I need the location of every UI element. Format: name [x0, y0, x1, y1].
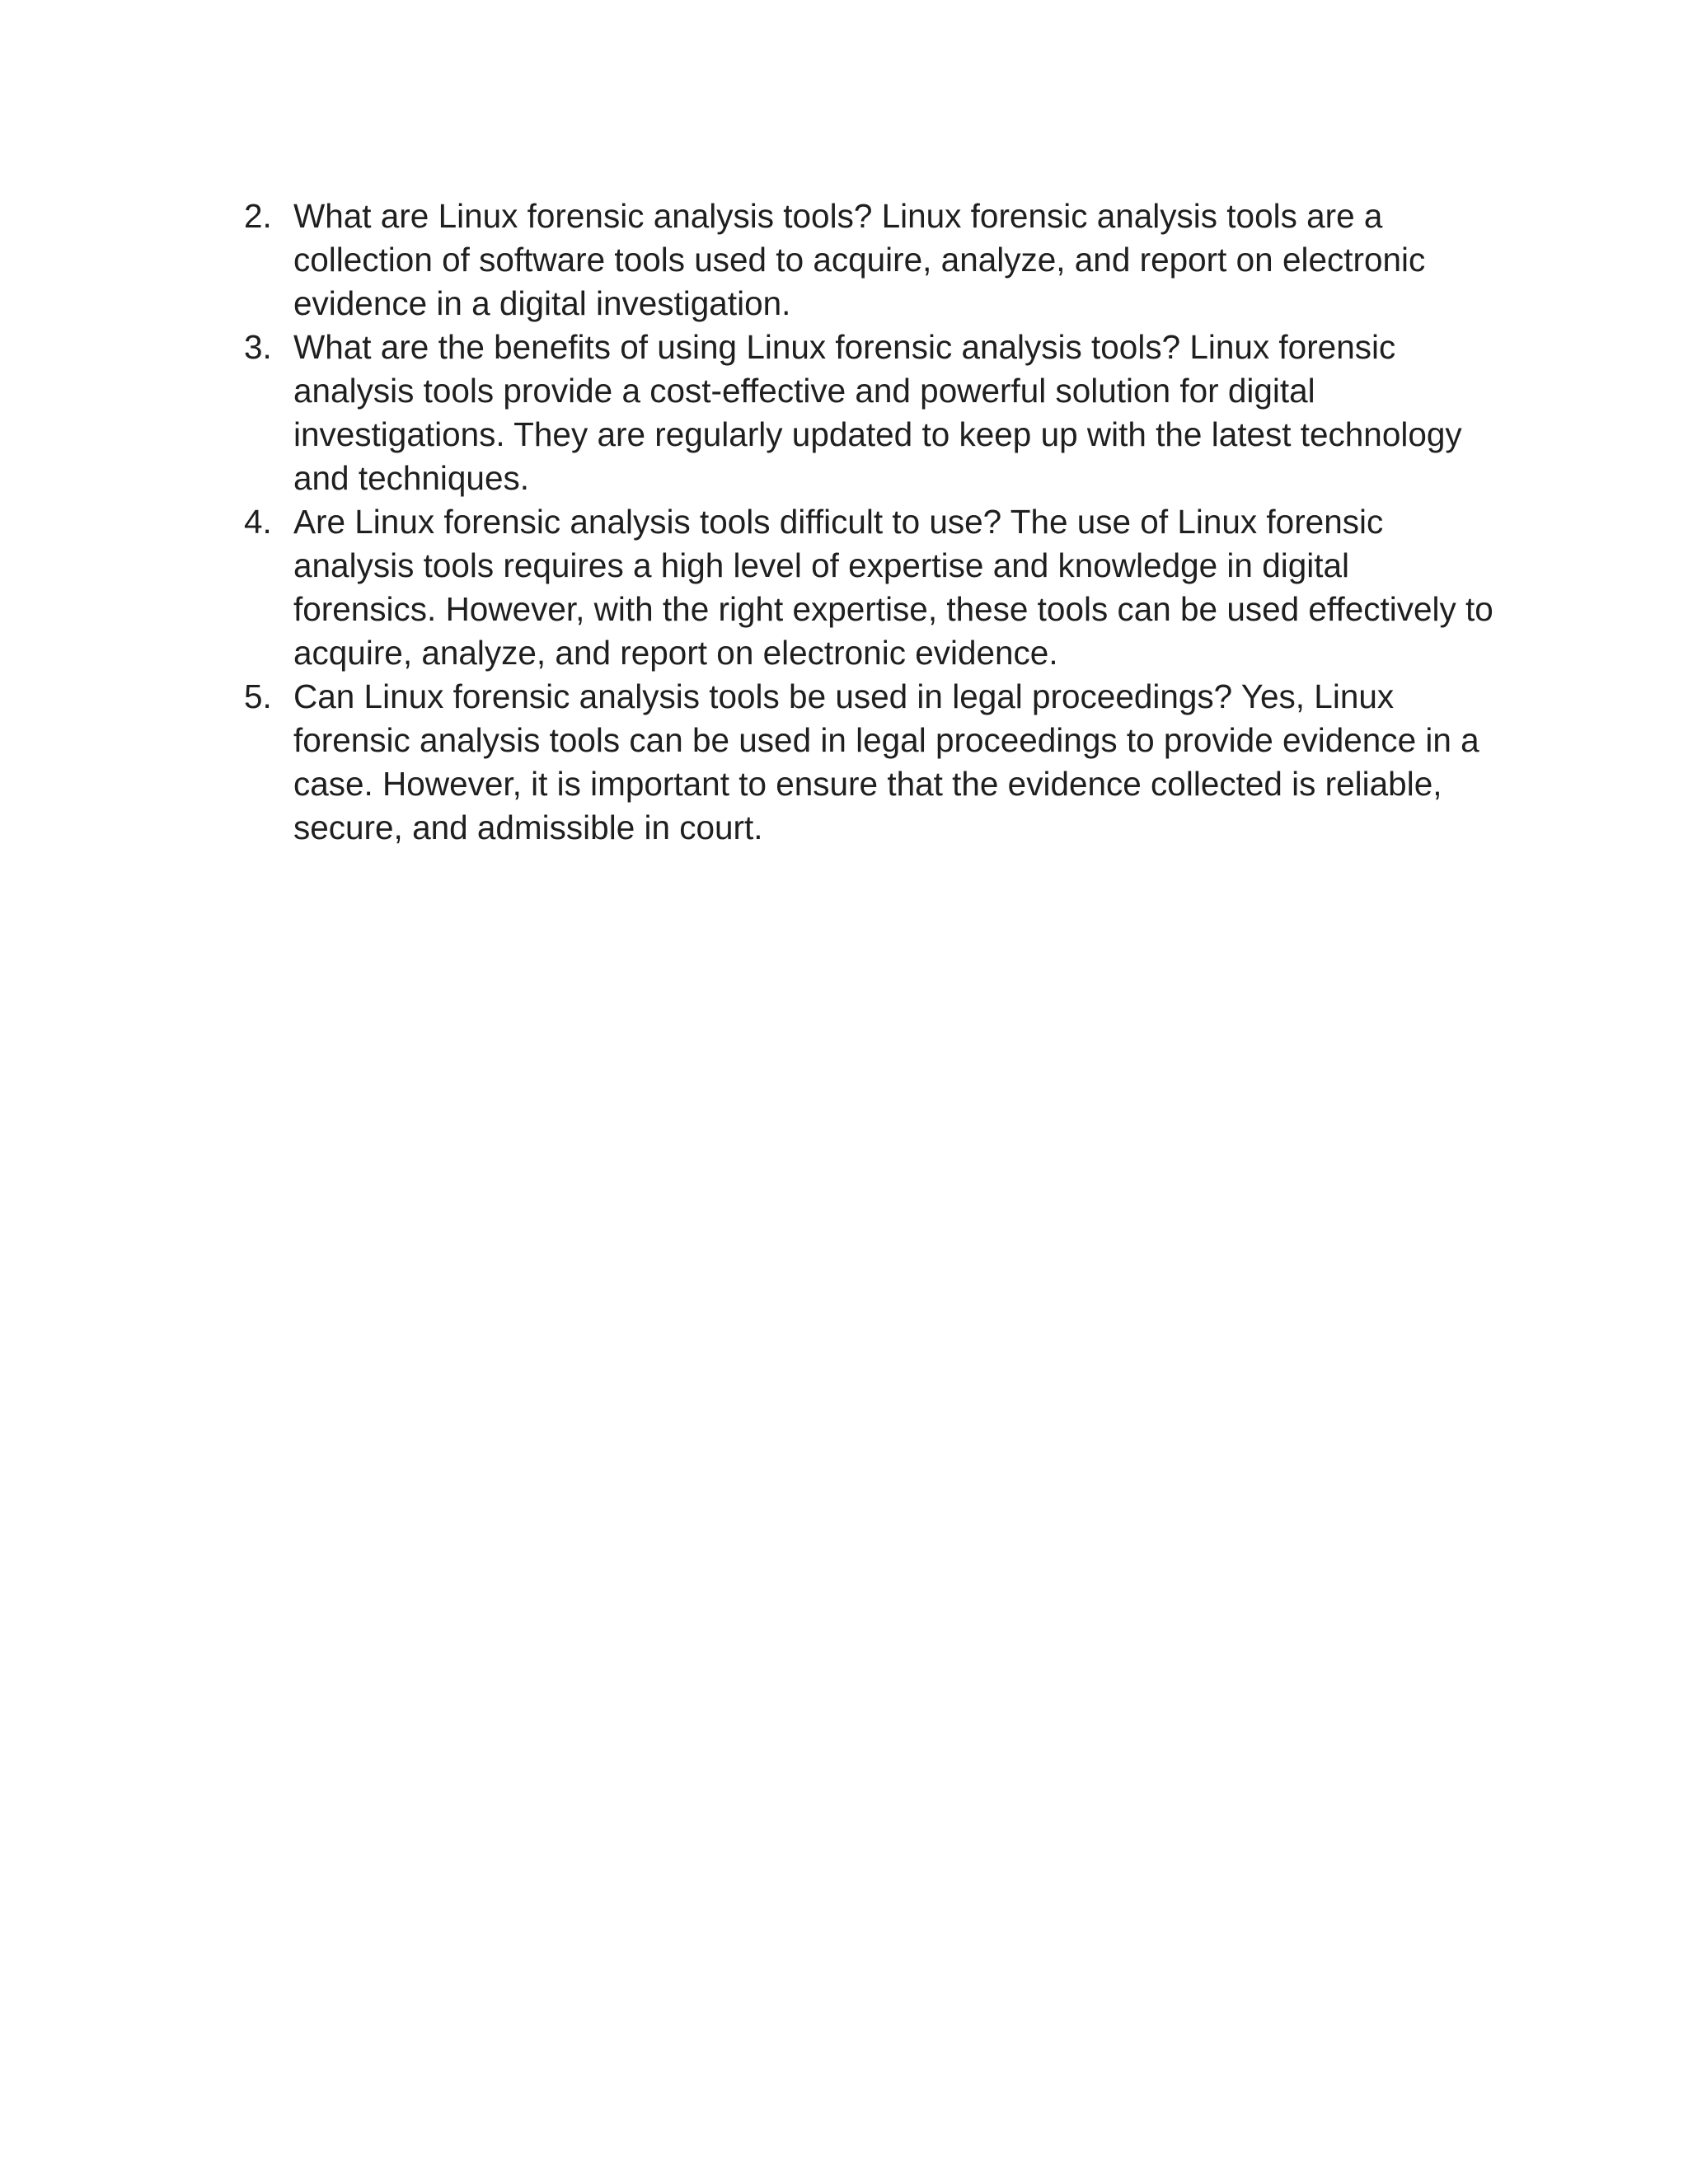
list-item-number: 2.: [244, 197, 272, 235]
list-item: [244, 326, 1497, 500]
list-item: [244, 500, 1497, 675]
faq-list: [244, 194, 1497, 850]
list-item-number: 5.: [244, 677, 272, 715]
list-item-text: Can Linux forensic analysis tools be used in legal proceedings? Yes, Linux forensic analysis tools can be used in legal proceedings to provide evidence in a case. However, it is important to ensure that the evidence collected is reliable, secure, and admissible in court.: [293, 677, 1479, 846]
list-item-number: 4.: [244, 503, 272, 541]
list-item-text: Are Linux forensic analysis tools difficult to use? The use of Linux forensic analysis tools requires a high level of expertise and knowledge in digital forensics. However, with the right expertise, these tools can be used effectively to acquire, analyze, and report on electronic evidence.: [293, 503, 1493, 672]
list-item: [244, 675, 1497, 850]
list-item: [244, 194, 1497, 326]
list-item-text: What are Linux forensic analysis tools? Linux forensic analysis tools are a collection of software tools used to acquire, analyze, and report on electronic evidence in a digital investigation.: [293, 197, 1426, 322]
list-item-text: What are the benefits of using Linux forensic analysis tools? Linux forensic analysis tools provide a cost-effective and powerful solution for digital investigations. They are regularly updated to keep up with the latest technology and techniques.: [293, 328, 1462, 497]
list-item-number: 3.: [244, 328, 272, 366]
